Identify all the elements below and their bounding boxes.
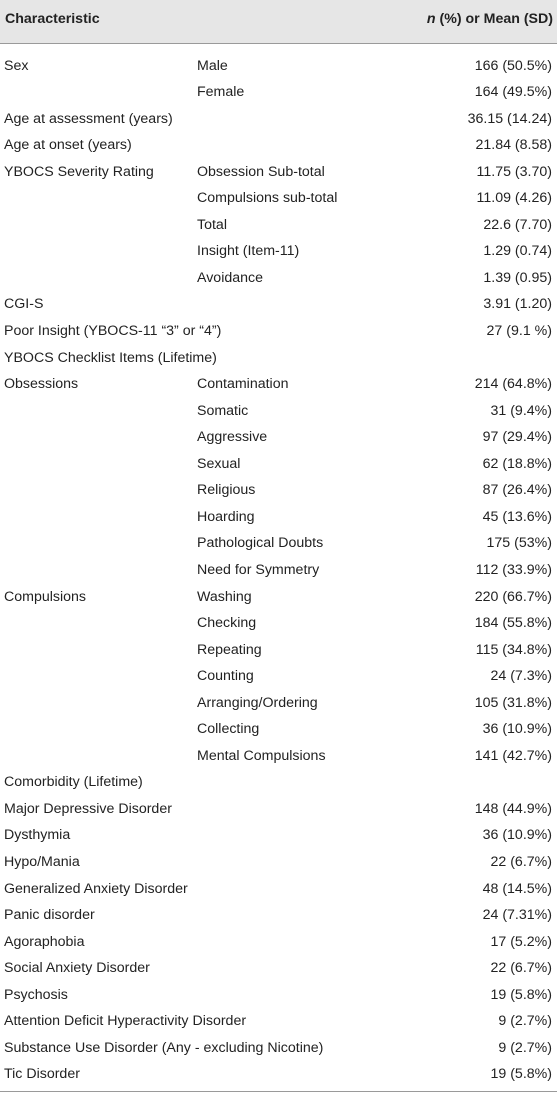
row-value: 1.39 (0.95) — [483, 269, 552, 286]
row-value: 175 (53%) — [486, 535, 552, 552]
row-characteristic: Agoraphobia — [4, 933, 85, 950]
row-value: 164 (49.5%) — [474, 84, 552, 101]
row-characteristic: Panic disorder — [4, 907, 95, 924]
row-value: 148 (44.9%) — [474, 800, 552, 817]
row-subcategory: Collecting — [197, 721, 260, 738]
row-subcategory: Avoidance — [197, 269, 263, 286]
row-value: 27 (9.1 %) — [486, 323, 552, 339]
row-value: 9 (2.7%) — [498, 1013, 552, 1030]
row-characteristic: Hypo/Mania — [4, 854, 80, 870]
table-row — [0, 663, 557, 690]
row-characteristic: Compulsions — [4, 588, 87, 605]
row-value: 214 (64.8%) — [474, 376, 552, 393]
row-subcategory: Mental Compulsions — [197, 747, 326, 764]
table-row — [0, 557, 557, 584]
row-value: 87 (26.4%) — [482, 482, 552, 499]
row-value: 22.6 (7.70) — [483, 216, 552, 233]
table-row — [0, 265, 557, 292]
header-value — [427, 11, 553, 27]
table-row — [0, 1061, 557, 1088]
row-value: 184 (55.8%) — [474, 615, 552, 632]
header-n: n — [426, 11, 436, 27]
row-characteristic: Generalized Anxiety Disorder — [4, 880, 188, 897]
row-subcategory: Washing — [197, 588, 252, 605]
row-value: 21.84 (8.58) — [475, 137, 552, 154]
row-characteristic: Psychosis — [4, 986, 68, 1003]
table-row — [0, 185, 557, 212]
row-characteristic: Substance Use Disorder (Any - excluding Nicotine) — [4, 1039, 324, 1056]
row-characteristic: Tic Disorder — [4, 1066, 80, 1083]
row-value: 220 (66.7%) — [474, 588, 552, 605]
row-value: 11.09 (4.26) — [476, 190, 552, 207]
table-row — [0, 530, 557, 557]
row-value: 3.91 (1.20) — [483, 296, 552, 313]
row-characteristic: Age at assessment (years) — [4, 110, 173, 127]
row-subcategory: Aggressive — [197, 429, 268, 446]
row-value: 22 (6.7%) — [490, 960, 552, 977]
row-characteristic: Major Depressive Disorder — [4, 800, 172, 817]
table-row — [0, 291, 557, 318]
row-subcategory: Compulsions sub-total — [197, 190, 338, 207]
row-characteristic: CGI-S — [4, 296, 44, 313]
row-value: 19 (5.8%) — [490, 986, 552, 1003]
row-value: 112 (33.9%) — [475, 561, 552, 578]
row-subcategory: Hoarding — [197, 508, 255, 525]
row-value: 105 (31.8%) — [474, 694, 552, 711]
row-value: 141 (42.7%) — [474, 747, 552, 764]
row-subcategory: Arranging/Ordering — [197, 694, 318, 711]
header-rule — [0, 43, 557, 44]
row-subcategory: Male — [197, 57, 228, 74]
table-row — [0, 1008, 557, 1035]
table-row — [0, 371, 557, 398]
row-subcategory: Female — [197, 84, 245, 101]
table-row — [0, 982, 557, 1009]
row-value: 36 (10.9%) — [482, 827, 552, 844]
table-row — [0, 477, 557, 504]
row-characteristic: YBOCS Severity Rating — [4, 163, 154, 180]
table-row — [0, 398, 557, 425]
table-row — [0, 159, 557, 186]
table-row — [0, 796, 557, 823]
table-row — [0, 212, 557, 239]
row-value: 24 (7.3%) — [490, 668, 552, 685]
table-row — [0, 53, 557, 80]
row-value: 22 (6.7%) — [490, 854, 552, 870]
row-value: 115 (34.8%) — [475, 641, 552, 658]
table-row — [0, 238, 557, 265]
row-characteristic: Comorbidity (Lifetime) — [4, 774, 143, 791]
row-subcategory: Repeating — [197, 641, 262, 658]
row-value: 31 (9.4%) — [490, 402, 552, 419]
row-value: 36 (10.9%) — [482, 721, 552, 738]
row-subcategory: Pathological Doubts — [197, 535, 324, 552]
table-row — [0, 451, 557, 478]
table-row — [0, 504, 557, 531]
row-value: 45 (13.6%) — [482, 508, 552, 525]
row-characteristic: Social Anxiety Disorder — [4, 960, 150, 977]
row-value: 48 (14.5%) — [482, 880, 552, 897]
row-subcategory: Religious — [197, 482, 256, 499]
row-characteristic: Attention Deficit Hyperactivity Disorder — [4, 1013, 247, 1030]
row-characteristic: Dysthymia — [4, 827, 71, 844]
table-row — [0, 345, 557, 372]
row-subcategory: Counting — [197, 668, 254, 685]
table-row — [0, 849, 557, 876]
row-value: 24 (7.31%) — [482, 907, 552, 924]
bottom-rule — [0, 1091, 557, 1092]
row-value: 9 (2.7%) — [498, 1039, 552, 1056]
table-row — [0, 424, 557, 451]
row-value: 97 (29.4%) — [482, 429, 552, 446]
row-subcategory: Insight (Item-11) — [197, 243, 300, 260]
table-row — [0, 902, 557, 929]
table-row — [0, 690, 557, 717]
table-row — [0, 637, 557, 664]
table-row — [0, 929, 557, 956]
table-row — [0, 743, 557, 770]
row-subcategory: Contamination — [197, 376, 289, 393]
table-row — [0, 79, 557, 106]
table-row — [0, 610, 557, 637]
row-characteristic: Poor Insight (YBOCS-11 “3” or “4”) — [4, 323, 222, 339]
table-row — [0, 769, 557, 796]
row-subcategory: Somatic — [197, 402, 249, 419]
row-subcategory: Sexual — [197, 455, 241, 472]
table-row — [0, 1035, 557, 1062]
row-characteristic: Obsessions — [4, 376, 79, 393]
table-row — [0, 876, 557, 903]
row-subcategory: Checking — [197, 615, 257, 632]
table-row — [0, 132, 557, 159]
row-value: 19 (5.8%) — [490, 1066, 552, 1083]
table-row — [0, 106, 557, 133]
row-value: 11.75 (3.70) — [476, 163, 552, 180]
header-value-rest: (%) or Mean (SD) — [435, 11, 553, 27]
table-row — [0, 955, 557, 982]
row-subcategory: Total — [197, 216, 227, 233]
row-subcategory: Need for Symmetry — [197, 561, 320, 578]
row-value: 17 (5.2%) — [490, 933, 552, 950]
row-value: 1.29 (0.74) — [483, 243, 552, 260]
row-value: 36.15 (14.24) — [467, 110, 552, 127]
table-row — [0, 822, 557, 849]
row-characteristic: Sex — [4, 57, 29, 74]
table-row — [0, 584, 557, 611]
header-characteristic: Characteristic — [5, 11, 100, 27]
table-row — [0, 318, 557, 345]
row-characteristic: Age at onset (years) — [4, 137, 132, 154]
row-value: 166 (50.5%) — [474, 57, 552, 74]
row-characteristic: YBOCS Checklist Items (Lifetime) — [4, 349, 217, 366]
table-header — [0, 0, 557, 43]
row-value: 62 (18.8%) — [482, 455, 552, 472]
row-subcategory: Obsession Sub-total — [197, 163, 325, 180]
table-row — [0, 716, 557, 743]
